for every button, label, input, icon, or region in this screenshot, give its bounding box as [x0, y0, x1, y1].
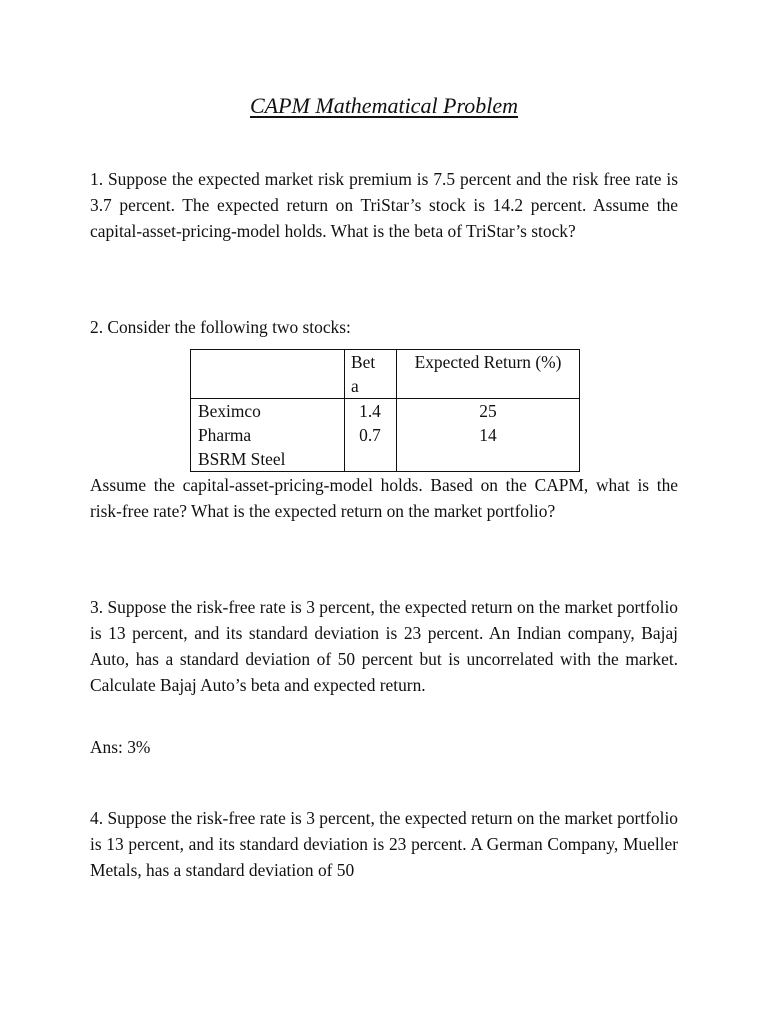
table-header-expected-return: Expected Return (%) — [397, 350, 580, 399]
beta-value: 0.7 — [359, 425, 381, 445]
question-2-text: Assume the capital-asset-pricing-model holds. Based on the CAPM, what is the risk-free rate? What is the expected return on the market portfolio? — [90, 475, 678, 521]
question-3-text: 3. Suppose the risk-free rate is 3 percent, the expected return on the market portfolio is 13 percent, and its standard deviation is 23 percent. An Indian company, Bajaj Auto, has a standard deviation of 50 percent but is uncorrelated with the market. Calculate Bajaj Auto’s beta and expected return. — [90, 597, 678, 695]
stock-name: BSRM Steel — [198, 449, 286, 469]
page-title: CAPM Mathematical Problem — [249, 93, 519, 118]
return-values-cell — [397, 399, 580, 472]
stock-name: Beximco — [198, 401, 261, 421]
table-header-row — [191, 350, 580, 399]
table-row — [191, 399, 580, 472]
stocks-table — [190, 349, 580, 472]
header-beta-line2: a — [351, 376, 359, 396]
table-header-empty — [191, 350, 345, 399]
return-value: 14 — [479, 425, 497, 445]
question-1-text: 1. Suppose the expected market risk premium is 7.5 percent and the risk free rate is 3.7 percent. The expected return on TriStar’s stock is 14.2 percent. Assume the capital-asset-pricing-model holds. What is the beta of TriStar’s stock? — [90, 169, 678, 241]
question-2-intro: 2. Consider the following two stocks: — [90, 317, 351, 337]
return-value: 25 — [479, 401, 497, 421]
table-header-beta — [345, 350, 397, 399]
beta-value: 1.4 — [359, 401, 381, 421]
question-3-answer: Ans: 3% — [90, 737, 151, 757]
stock-names-cell — [191, 399, 345, 472]
header-beta-line1: Bet — [351, 352, 376, 372]
question-4-text: 4. Suppose the risk-free rate is 3 percent, the expected return on the market portfolio is 13 percent, and its standard deviation is 23 percent. A German Company, Mueller Metals, has a standard deviation of 50 — [90, 808, 678, 880]
stock-name: Pharma — [198, 425, 252, 445]
beta-values-cell — [345, 399, 397, 472]
